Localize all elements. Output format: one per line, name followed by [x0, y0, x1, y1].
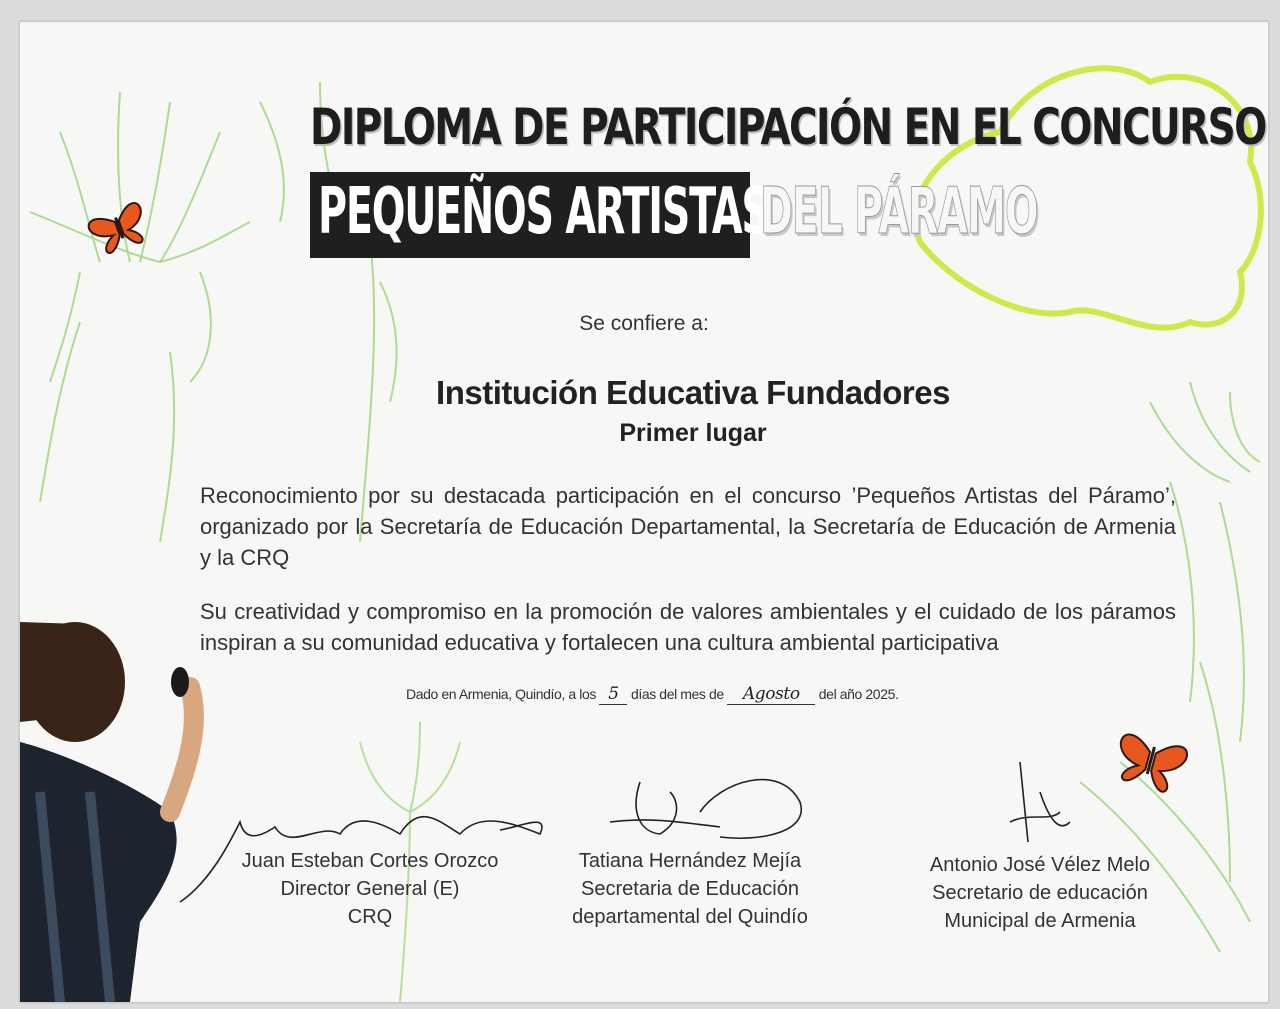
signatory-secretaria-departamental: [510, 847, 870, 931]
signatory-name: Antonio José Vélez Melo: [929, 854, 1151, 876]
creativity-paragraph: Su creatividad y compromiso en la promoción de valores ambientales y el cuidado de los páramos inspiran a su comunidad educativa y fortalecen una cultura ambiental participativa: [200, 599, 1176, 655]
signatory-role: Secretario de educación: [932, 882, 1148, 904]
date-prefix: Dado en Armenia, Quindío, a los: [406, 686, 596, 702]
child-illustration: [20, 622, 194, 1002]
signatory-org: departamental del Quindío: [572, 906, 808, 928]
signatory-role: Secretaria de Educación: [581, 878, 799, 900]
date-suffix: del año 2025.: [818, 686, 899, 702]
signatory-name: Tatiana Hernández Mejía: [578, 850, 802, 872]
diploma-title-highlight: PEQUEÑOS ARTISTAS: [318, 175, 769, 249]
date-month: Agosto: [727, 684, 815, 705]
recognition-paragraph: Reconocimiento por su destacada participación en el concurso ’Pequeños Artistas del Páramo’, organizado por la Secretaría de Educación Departamental, la Secretaría de Educación de Armenia y la CRQ: [200, 483, 1176, 570]
signatory-org: Municipal de Armenia: [944, 910, 1136, 932]
butterfly-bottom-right: [1111, 731, 1189, 795]
diploma-title-rest: DEL PÁRAMO: [760, 175, 1038, 249]
date-line: [406, 684, 898, 705]
diploma-title-line1: DIPLOMA DE PARTICIPACIÓN EN EL CONCURSO: [310, 98, 1266, 156]
date-middle: días del mes de: [630, 686, 724, 702]
diploma-paper: [20, 22, 1268, 1002]
signatory-org: CRQ: [347, 906, 393, 928]
butterfly-top-left: [86, 201, 151, 257]
confers-label: Se confiere a:: [579, 312, 709, 335]
award-place: Primer lugar: [619, 419, 767, 447]
signatory-role: Director General (E): [280, 878, 460, 900]
date-day: 5: [599, 684, 627, 705]
signatory-name: Juan Esteban Cortes Orozco: [241, 850, 499, 872]
signatory-secretario-municipal: [850, 851, 1230, 935]
recipient-name: Institución Educativa Fundadores: [436, 374, 950, 411]
